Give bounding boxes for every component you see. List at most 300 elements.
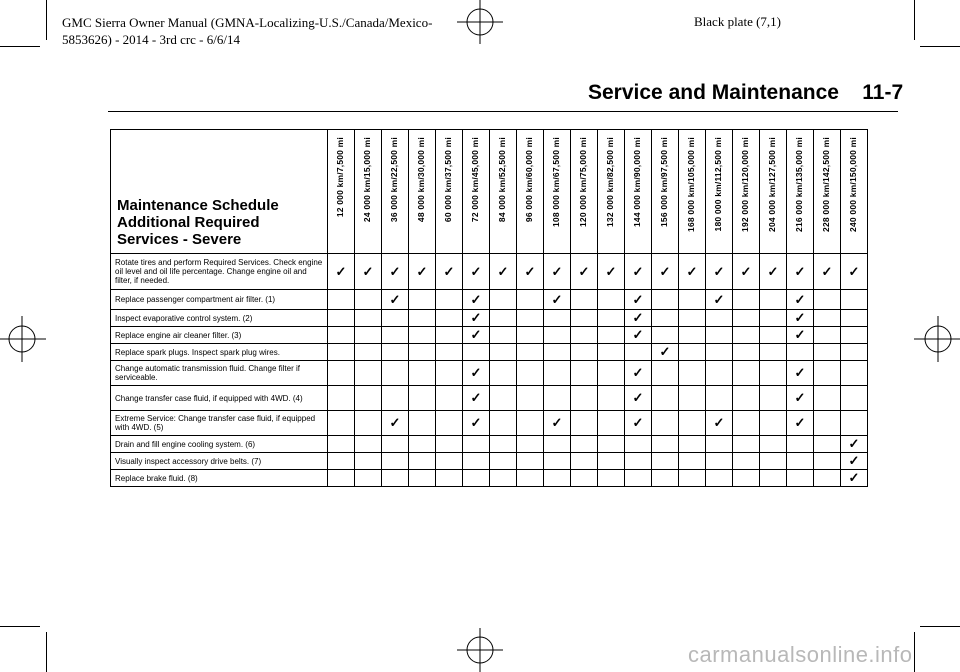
schedule-cell bbox=[598, 254, 625, 290]
schedule-cell bbox=[841, 327, 868, 344]
schedule-cell bbox=[679, 436, 706, 453]
schedule-cell bbox=[625, 470, 652, 487]
schedule-cell bbox=[490, 470, 517, 487]
crop-mark bbox=[920, 626, 960, 627]
schedule-cell bbox=[679, 327, 706, 344]
check-mark-icon: ✓ bbox=[605, 263, 617, 279]
mileage-column-header bbox=[409, 130, 436, 254]
mileage-label: 180 000 km/112,500 mi bbox=[713, 137, 723, 232]
check-mark-icon: ✓ bbox=[794, 415, 806, 430]
schedule-cell bbox=[490, 310, 517, 327]
check-mark-icon: ✓ bbox=[848, 453, 860, 468]
check-mark-icon: ✓ bbox=[551, 291, 563, 307]
schedule-cell bbox=[760, 344, 787, 361]
check-mark-icon: ✓ bbox=[632, 310, 644, 325]
mileage-column-header bbox=[355, 130, 382, 254]
schedule-cell bbox=[571, 310, 598, 327]
schedule-cell bbox=[463, 411, 490, 436]
service-description: Replace brake fluid. (8) bbox=[111, 470, 328, 487]
check-mark-icon: ✓ bbox=[794, 291, 806, 307]
mileage-label: 240 000 km/150,000 mi bbox=[848, 137, 858, 232]
schedule-cell bbox=[544, 290, 571, 310]
schedule-cell bbox=[652, 290, 679, 310]
schedule-cell bbox=[679, 254, 706, 290]
schedule-cell bbox=[787, 436, 814, 453]
check-mark-icon: ✓ bbox=[551, 415, 563, 430]
schedule-cell bbox=[598, 290, 625, 310]
schedule-cell bbox=[760, 470, 787, 487]
check-mark-icon: ✓ bbox=[632, 327, 644, 342]
table-row bbox=[111, 411, 868, 436]
schedule-cell bbox=[679, 310, 706, 327]
schedule-cell bbox=[517, 344, 544, 361]
schedule-cell bbox=[571, 254, 598, 290]
check-mark-icon: ✓ bbox=[470, 390, 482, 405]
schedule-cell bbox=[733, 361, 760, 386]
schedule-cell bbox=[706, 386, 733, 411]
crop-mark bbox=[0, 626, 40, 627]
service-description: Replace passenger compartment air filter. (1) bbox=[111, 290, 328, 310]
mileage-column-header bbox=[706, 130, 733, 254]
schedule-cell bbox=[517, 327, 544, 344]
page-title: Service and Maintenance 11-7 bbox=[588, 81, 904, 104]
check-mark-icon: ✓ bbox=[578, 263, 590, 279]
schedule-cell bbox=[409, 411, 436, 436]
schedule-cell bbox=[436, 411, 463, 436]
check-mark-icon: ✓ bbox=[659, 263, 671, 279]
schedule-cell bbox=[409, 344, 436, 361]
service-description: Change transfer case fluid, if equipped with 4WD. (4) bbox=[111, 386, 328, 411]
check-mark-icon: ✓ bbox=[632, 365, 644, 380]
schedule-cell bbox=[652, 386, 679, 411]
check-mark-icon: ✓ bbox=[335, 263, 347, 279]
schedule-cell bbox=[571, 470, 598, 487]
schedule-cell bbox=[490, 344, 517, 361]
check-mark-icon: ✓ bbox=[362, 263, 374, 279]
schedule-cell bbox=[652, 411, 679, 436]
schedule-cell bbox=[787, 254, 814, 290]
schedule-cell bbox=[733, 327, 760, 344]
mileage-label: 204 000 km/127,500 mi bbox=[767, 137, 777, 232]
schedule-title bbox=[111, 130, 328, 254]
mileage-label: 192 000 km/120,000 mi bbox=[740, 137, 750, 232]
schedule-cell bbox=[355, 327, 382, 344]
schedule-cell bbox=[679, 453, 706, 470]
mileage-column-header bbox=[733, 130, 760, 254]
schedule-cell bbox=[787, 310, 814, 327]
check-mark-icon: ✓ bbox=[389, 415, 401, 430]
schedule-cell bbox=[490, 361, 517, 386]
schedule-cell bbox=[706, 361, 733, 386]
check-mark-icon: ✓ bbox=[389, 291, 401, 307]
table-row bbox=[111, 254, 868, 290]
check-mark-icon: ✓ bbox=[551, 263, 563, 279]
schedule-cell bbox=[517, 254, 544, 290]
schedule-cell bbox=[544, 327, 571, 344]
schedule-cell bbox=[625, 254, 652, 290]
mileage-label: 144 000 km/90,000 mi bbox=[632, 137, 642, 228]
schedule-cell bbox=[328, 327, 355, 344]
check-mark-icon: ✓ bbox=[470, 415, 482, 430]
schedule-cell bbox=[706, 411, 733, 436]
schedule-cell bbox=[490, 290, 517, 310]
schedule-cell bbox=[787, 361, 814, 386]
schedule-cell bbox=[463, 470, 490, 487]
check-mark-icon: ✓ bbox=[848, 436, 860, 451]
schedule-cell bbox=[760, 310, 787, 327]
mileage-label: 60 000 km/37,500 mi bbox=[443, 137, 453, 223]
schedule-cell bbox=[706, 344, 733, 361]
schedule-title-line: Services - Severe bbox=[117, 231, 242, 248]
schedule-cell bbox=[571, 436, 598, 453]
schedule-cell bbox=[382, 310, 409, 327]
schedule-cell bbox=[841, 361, 868, 386]
mileage-label: 84 000 km/52,500 mi bbox=[497, 137, 507, 223]
schedule-cell bbox=[490, 436, 517, 453]
schedule-cell bbox=[598, 436, 625, 453]
schedule-cell bbox=[706, 453, 733, 470]
mileage-label: 216 000 km/135,000 mi bbox=[794, 137, 804, 232]
check-mark-icon: ✓ bbox=[443, 263, 455, 279]
schedule-cell bbox=[409, 290, 436, 310]
schedule-cell bbox=[355, 436, 382, 453]
schedule-cell bbox=[463, 386, 490, 411]
schedule-cell bbox=[328, 386, 355, 411]
schedule-cell bbox=[355, 453, 382, 470]
schedule-cell bbox=[814, 254, 841, 290]
schedule-cell bbox=[436, 361, 463, 386]
mileage-label: 12 000 km/7,500 mi bbox=[335, 137, 345, 218]
schedule-cell bbox=[382, 344, 409, 361]
schedule-cell bbox=[652, 310, 679, 327]
schedule-cell bbox=[814, 411, 841, 436]
mileage-label: 72 000 km/45,000 mi bbox=[470, 137, 480, 223]
schedule-cell bbox=[409, 470, 436, 487]
schedule-cell bbox=[652, 436, 679, 453]
schedule-cell bbox=[517, 290, 544, 310]
schedule-cell bbox=[490, 386, 517, 411]
schedule-cell bbox=[760, 386, 787, 411]
schedule-cell bbox=[436, 254, 463, 290]
schedule-cell bbox=[544, 361, 571, 386]
schedule-cell bbox=[706, 310, 733, 327]
schedule-cell bbox=[598, 470, 625, 487]
schedule-cell bbox=[679, 290, 706, 310]
mileage-column-header bbox=[463, 130, 490, 254]
schedule-cell bbox=[625, 386, 652, 411]
mileage-column-header bbox=[841, 130, 868, 254]
check-mark-icon: ✓ bbox=[740, 263, 752, 279]
schedule-cell bbox=[598, 386, 625, 411]
schedule-cell bbox=[544, 254, 571, 290]
schedule-cell bbox=[625, 310, 652, 327]
table-row bbox=[111, 310, 868, 327]
schedule-cell bbox=[787, 327, 814, 344]
mileage-label: 132 000 km/82,500 mi bbox=[605, 137, 615, 228]
check-mark-icon: ✓ bbox=[470, 263, 482, 279]
plate-metadata bbox=[62, 14, 502, 48]
plate-id: Black plate (7,1) bbox=[694, 14, 781, 29]
schedule-cell bbox=[625, 411, 652, 436]
registration-mark-bottom bbox=[455, 628, 505, 672]
mileage-column-header bbox=[787, 130, 814, 254]
schedule-cell bbox=[382, 470, 409, 487]
mileage-column-header bbox=[517, 130, 544, 254]
mileage-label: 96 000 km/60,000 mi bbox=[524, 137, 534, 223]
schedule-cell bbox=[733, 386, 760, 411]
schedule-cell bbox=[760, 254, 787, 290]
schedule-cell bbox=[760, 453, 787, 470]
schedule-cell bbox=[409, 310, 436, 327]
schedule-cell bbox=[760, 411, 787, 436]
schedule-cell bbox=[814, 436, 841, 453]
schedule-cell bbox=[706, 470, 733, 487]
schedule-cell bbox=[706, 254, 733, 290]
mileage-label: 156 000 km/97,500 mi bbox=[659, 137, 669, 228]
mileage-column-header bbox=[436, 130, 463, 254]
crop-mark bbox=[46, 632, 47, 672]
plate-line-2: 5853626) - 2014 - 3rd crc - 6/6/14 bbox=[62, 32, 240, 47]
schedule-cell bbox=[625, 436, 652, 453]
table-row bbox=[111, 470, 868, 487]
schedule-cell bbox=[787, 411, 814, 436]
service-description: Replace engine air cleaner filter. (3) bbox=[111, 327, 328, 344]
mileage-label: 24 000 km/15,000 mi bbox=[362, 137, 372, 223]
schedule-cell bbox=[490, 327, 517, 344]
schedule-cell bbox=[382, 327, 409, 344]
schedule-cell bbox=[841, 290, 868, 310]
schedule-cell bbox=[544, 411, 571, 436]
schedule-cell bbox=[517, 411, 544, 436]
schedule-cell bbox=[328, 254, 355, 290]
check-mark-icon: ✓ bbox=[416, 263, 428, 279]
schedule-cell bbox=[436, 470, 463, 487]
schedule-cell bbox=[598, 310, 625, 327]
schedule-cell bbox=[841, 411, 868, 436]
table-row bbox=[111, 290, 868, 310]
schedule-cell bbox=[544, 470, 571, 487]
schedule-cell bbox=[625, 344, 652, 361]
schedule-cell bbox=[814, 361, 841, 386]
schedule-cell bbox=[706, 290, 733, 310]
schedule-cell bbox=[436, 344, 463, 361]
table-row bbox=[111, 344, 868, 361]
check-mark-icon: ✓ bbox=[632, 415, 644, 430]
schedule-cell bbox=[463, 453, 490, 470]
schedule-cell bbox=[328, 290, 355, 310]
schedule-cell bbox=[760, 327, 787, 344]
schedule-cell bbox=[733, 290, 760, 310]
mileage-label: 228 000 km/142,500 mi bbox=[821, 137, 831, 232]
schedule-cell bbox=[328, 361, 355, 386]
schedule-cell bbox=[517, 361, 544, 386]
schedule-cell bbox=[841, 436, 868, 453]
schedule-cell bbox=[436, 436, 463, 453]
check-mark-icon: ✓ bbox=[389, 263, 401, 279]
table-row bbox=[111, 436, 868, 453]
schedule-cell bbox=[787, 470, 814, 487]
schedule-cell bbox=[382, 411, 409, 436]
schedule-cell bbox=[571, 344, 598, 361]
check-mark-icon: ✓ bbox=[632, 291, 644, 307]
schedule-cell bbox=[463, 327, 490, 344]
schedule-cell bbox=[598, 344, 625, 361]
mileage-column-header bbox=[571, 130, 598, 254]
schedule-cell bbox=[517, 436, 544, 453]
schedule-cell bbox=[544, 344, 571, 361]
schedule-cell bbox=[328, 436, 355, 453]
schedule-cell bbox=[355, 361, 382, 386]
service-description: Visually inspect accessory drive belts. (7) bbox=[111, 453, 328, 470]
mileage-column-header bbox=[544, 130, 571, 254]
schedule-cell bbox=[382, 361, 409, 386]
schedule-cell bbox=[382, 254, 409, 290]
schedule-cell bbox=[733, 411, 760, 436]
schedule-cell bbox=[436, 290, 463, 310]
schedule-cell bbox=[787, 290, 814, 310]
schedule-cell bbox=[787, 453, 814, 470]
mileage-label: 120 000 km/75,000 mi bbox=[578, 137, 588, 228]
schedule-cell bbox=[733, 470, 760, 487]
table-row bbox=[111, 386, 868, 411]
schedule-cell bbox=[733, 310, 760, 327]
schedule-cell bbox=[436, 310, 463, 327]
schedule-cell bbox=[841, 386, 868, 411]
schedule-cell bbox=[328, 344, 355, 361]
schedule-cell bbox=[787, 386, 814, 411]
check-mark-icon: ✓ bbox=[848, 263, 860, 279]
schedule-cell bbox=[652, 470, 679, 487]
schedule-cell bbox=[463, 290, 490, 310]
mileage-column-header bbox=[814, 130, 841, 254]
table-row bbox=[111, 327, 868, 344]
check-mark-icon: ✓ bbox=[848, 470, 860, 485]
check-mark-icon: ✓ bbox=[632, 263, 644, 279]
schedule-cell bbox=[625, 327, 652, 344]
schedule-cell bbox=[814, 344, 841, 361]
schedule-cell bbox=[679, 411, 706, 436]
check-mark-icon: ✓ bbox=[659, 344, 671, 359]
mileage-column-header bbox=[490, 130, 517, 254]
schedule-cell bbox=[706, 327, 733, 344]
check-mark-icon: ✓ bbox=[767, 263, 779, 279]
schedule-cell bbox=[814, 310, 841, 327]
schedule-cell bbox=[571, 411, 598, 436]
schedule-cell bbox=[652, 344, 679, 361]
schedule-cell bbox=[355, 290, 382, 310]
schedule-title-line: Additional Required bbox=[117, 214, 260, 231]
check-mark-icon: ✓ bbox=[713, 263, 725, 279]
schedule-cell bbox=[814, 470, 841, 487]
schedule-cell bbox=[517, 386, 544, 411]
schedule-cell bbox=[490, 254, 517, 290]
check-mark-icon: ✓ bbox=[794, 390, 806, 405]
mileage-column-header bbox=[760, 130, 787, 254]
schedule-cell bbox=[841, 310, 868, 327]
registration-mark-right bbox=[914, 314, 960, 364]
schedule-cell bbox=[652, 453, 679, 470]
check-mark-icon: ✓ bbox=[524, 263, 536, 279]
schedule-cell bbox=[544, 453, 571, 470]
schedule-cell bbox=[355, 344, 382, 361]
schedule-cell bbox=[328, 470, 355, 487]
crop-mark bbox=[914, 632, 915, 672]
schedule-cell bbox=[733, 453, 760, 470]
service-description: Replace spark plugs. Inspect spark plug wires. bbox=[111, 344, 328, 361]
schedule-cell bbox=[409, 327, 436, 344]
schedule-cell bbox=[409, 386, 436, 411]
schedule-cell bbox=[625, 290, 652, 310]
check-mark-icon: ✓ bbox=[497, 263, 509, 279]
schedule-cell bbox=[544, 436, 571, 453]
schedule-cell bbox=[679, 386, 706, 411]
check-mark-icon: ✓ bbox=[794, 365, 806, 380]
schedule-cell bbox=[841, 453, 868, 470]
maintenance-schedule-table bbox=[110, 129, 868, 487]
service-description: Rotate tires and perform Required Services. Check engine oil level and oil life percentage. Change engine oil and filter, if needed. bbox=[111, 254, 328, 290]
schedule-cell bbox=[463, 344, 490, 361]
schedule-cell bbox=[328, 453, 355, 470]
schedule-cell bbox=[652, 361, 679, 386]
table-row bbox=[111, 361, 868, 386]
schedule-cell bbox=[382, 436, 409, 453]
schedule-cell bbox=[625, 453, 652, 470]
schedule-cell bbox=[463, 254, 490, 290]
schedule-cell bbox=[517, 453, 544, 470]
schedule-cell bbox=[760, 290, 787, 310]
crop-mark bbox=[46, 0, 47, 40]
schedule-cell bbox=[328, 310, 355, 327]
crop-mark bbox=[914, 0, 915, 40]
mileage-label: 48 000 km/30,000 mi bbox=[416, 137, 426, 223]
schedule-cell bbox=[841, 344, 868, 361]
mileage-label: 36 000 km/22,500 mi bbox=[389, 137, 399, 223]
schedule-cell bbox=[733, 344, 760, 361]
schedule-cell bbox=[814, 290, 841, 310]
schedule-cell bbox=[409, 254, 436, 290]
schedule-cell bbox=[571, 361, 598, 386]
check-mark-icon: ✓ bbox=[821, 263, 833, 279]
schedule-cell bbox=[409, 361, 436, 386]
check-mark-icon: ✓ bbox=[470, 327, 482, 342]
title-rule bbox=[108, 111, 898, 112]
schedule-cell bbox=[355, 310, 382, 327]
footer-watermark: carmanualsonline.info bbox=[688, 642, 913, 667]
mileage-label: 168 000 km/105,000 mi bbox=[686, 137, 696, 232]
schedule-cell bbox=[355, 386, 382, 411]
mileage-column-header bbox=[652, 130, 679, 254]
schedule-cell bbox=[733, 436, 760, 453]
schedule-cell bbox=[598, 453, 625, 470]
crop-mark bbox=[920, 46, 960, 47]
schedule-cell bbox=[652, 254, 679, 290]
schedule-cell bbox=[463, 436, 490, 453]
check-mark-icon: ✓ bbox=[713, 415, 725, 430]
mileage-column-header bbox=[328, 130, 355, 254]
schedule-cell bbox=[463, 361, 490, 386]
table-header-row bbox=[111, 130, 868, 254]
schedule-cell bbox=[490, 411, 517, 436]
check-mark-icon: ✓ bbox=[713, 291, 725, 307]
schedule-cell bbox=[598, 327, 625, 344]
schedule-cell bbox=[814, 453, 841, 470]
service-description: Change automatic transmission fluid. Change filter if serviceable. bbox=[111, 361, 328, 386]
schedule-cell bbox=[409, 453, 436, 470]
service-description: Drain and fill engine cooling system. (6) bbox=[111, 436, 328, 453]
schedule-cell bbox=[355, 411, 382, 436]
mileage-column-header bbox=[679, 130, 706, 254]
schedule-cell bbox=[679, 361, 706, 386]
